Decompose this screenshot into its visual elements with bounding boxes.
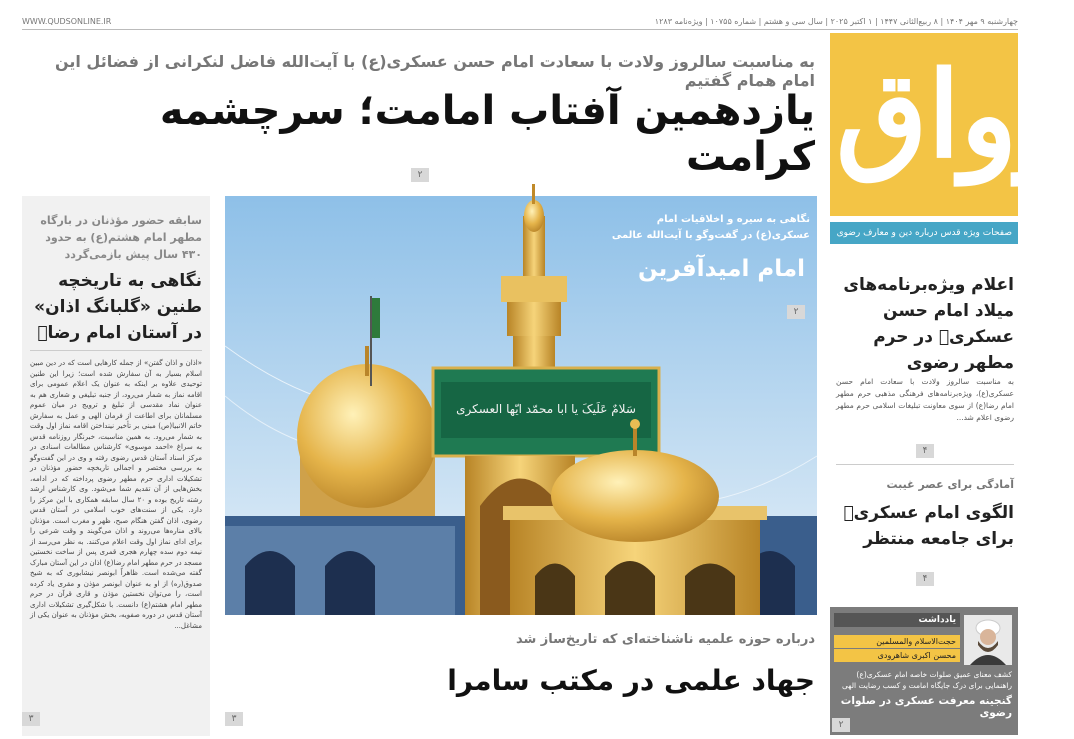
logo-strip: صفحات ویژه قدس درباره دین و معارف رضوی bbox=[830, 222, 1018, 244]
lead-subhead: به مناسبت سالروز ولادت با سعادت امام حسن عسکری(ع) با آیت‌الله فاضل لنکرانی از فضائل این امام همام گفتیم bbox=[54, 52, 815, 90]
bottom-kicker: درباره حوزه علمیه ناشناخته‌ای که تاریخ‌ساز شد bbox=[515, 632, 815, 647]
banner-inscription: سَلامٌ عَلَیکَ یا ابا محمّد ایّها العسکری bbox=[456, 402, 636, 416]
right-story2-page: ۴ bbox=[916, 572, 934, 586]
left-body: «اذان و اذان گفتن» از جمله کارهایی است که در دین مبین اسلام بسیار به آن سفارش شده است؛ زیرا این طنین توحیدی علاوه بر اینکه به عنوان یک اعلام عمومی برای اقامه نماز به شمار می‌رود، از جنبه تبلیغی و شعاری هم به عنوان نماد مقدسی از تبلیغ و ترویج در میان عموم مسلمانان برای اطاعت از فرمان الهی و عمل به سفارش خاتم الانبیا(ص) مبنی بر تأخیر نینداختن اقامه نماز اول وقت به شمار می‌رود. به همین مناسبت، خبرنگار روزنامه قدس به سراغ «احمد موسوی» کارشناس مطالعات اسنادی در مرکز اسناد آستان قدس رضوی رفته و وی در این گفت‌وگو به بررسی مختصر و اجمالی تاریخچه حضور مؤذنان در تشکیلات اداری حرم مطهر رضوی پرداخته که در ادامه، بخش‌هایی از آن تقدیم شما می‌شود. وی کارشناس ارشد رشته تاریخ بوده و ۲۰ سال سابقه همکاری با این مرکز را دارد. یکی از سنت‌های خوب اسلامی در آستان قدس رضوی، اذان گفتن هنگام صبح، ظهر و مغرب است. مؤذنان بالای مناره‌ها می‌روند و اذان می‌گویند و وقت شرعی را برای ادای نماز اول وقت اعلام می‌کنند. به نظر می‌رسد از نیمه دوم سده چهارم هجری قمری پس از ساخت نخستین مسجد در حرم مطهر امام رضا(ع) اذان در این آستان مبارک گفته می‌شده است. ظاهراً ابونصر نیشابوری که به شیخ صدوق(ره) از او به عنوان ابونصر مؤذن و مقری یاد کرده است، را می‌توان نخستین مؤذن و قاری قرآن در حرم مطهر امام هشتم(ع) دانست. با شکل‌گیری تشکیلات اداری آستان قدس در دوره صفویه، بخش مؤذنان به عنوان یکی از مشاغل... bbox=[30, 359, 202, 630]
left-column bbox=[22, 196, 210, 736]
note-page-number: ۲ bbox=[832, 718, 850, 732]
note-summary: کشف معنای عمیق صلوات خاصه امام عسکری(ع) راهنمایی برای درک جایگاه امامت و کسب رضایت الهی bbox=[842, 670, 1012, 690]
bottom-headline[interactable]: جهاد علمی در مکتب سامرا bbox=[447, 664, 815, 697]
right-story2-title[interactable]: الگوی امام عسکریؑ برای جامعه منتظر bbox=[843, 503, 1014, 549]
right-story1-title[interactable]: اعلام ویژه‌برنامه‌های میلاد امام حسن عسکریؑ در حرم مطهر رضوی bbox=[843, 275, 1014, 373]
lead-headline[interactable]: یازدهمین آفتاب امامت؛ سرچشمه کرامت bbox=[159, 88, 815, 180]
author-name: محسن اکبری شاهرودی bbox=[834, 649, 960, 662]
logo-calligraphy: رواق bbox=[836, 45, 1074, 184]
right-story1-page: ۴ bbox=[916, 444, 934, 458]
left-kicker: سابقه حضور مؤذنان در بارگاه مطهر امام هشتم(ع) به حدود ۴۳۰ سال پیش بازمی‌گردد bbox=[40, 214, 202, 261]
left-title[interactable]: نگاهی به تاریخچه طنین «گلبانگ اذان» در آستان امام رضاؑ bbox=[34, 271, 202, 343]
dateline: چهارشنبه ۹ مهر ۱۴۰۴ | ۸ ربیع‌الثانی ۱۴۴۷ | ۱ اکتبر ۲۰۲۵ | سال سی و هشتم | شماره ۱۰۷۵۵ | ویژه‌نامه ۱۲۸۳ bbox=[654, 17, 1018, 26]
left-divider bbox=[30, 350, 202, 351]
shrine-photo bbox=[225, 196, 817, 615]
right-story2-kicker: آمادگی برای عصر غیبت bbox=[886, 478, 1014, 491]
photo-page-number: ۲ bbox=[787, 305, 805, 319]
author-avatar-icon bbox=[964, 615, 1012, 665]
bottom-page-number: ۳ bbox=[225, 712, 243, 726]
site-url[interactable]: WWW.QUDSONLINE.IR bbox=[22, 17, 112, 26]
page-number: ۲ bbox=[411, 168, 429, 182]
author-photo bbox=[964, 615, 1012, 665]
rewaq-logo bbox=[830, 33, 1074, 216]
photo-kicker: نگاهی به سیره و اخلاقیات امام عسکری(ع) در گفت‌وگو با آیت‌الله عالمی bbox=[611, 214, 810, 241]
note-title[interactable]: گنجینه معرفت عسکری در صلوات رضوی bbox=[840, 695, 1012, 719]
author-title: حجت‌الاسلام والمسلمین bbox=[834, 635, 960, 648]
editorial-box bbox=[830, 607, 1018, 735]
right-story1-body: به مناسبت سالروز ولادت با سعادت امام حسن عسکری(ع)، ویژه‌برنامه‌های فرهنگی مذهبی حرم مطهر امام رضا(ع) از سوی معاونت تبلیغات اسلامی حرم مطهر رضوی اعلام شد... bbox=[836, 377, 1014, 422]
left-page-number: ۳ bbox=[22, 712, 40, 726]
note-label: یادداشت bbox=[834, 613, 960, 627]
right-divider bbox=[836, 464, 1014, 465]
photo-title[interactable]: امام امیدآفرین bbox=[637, 256, 805, 282]
